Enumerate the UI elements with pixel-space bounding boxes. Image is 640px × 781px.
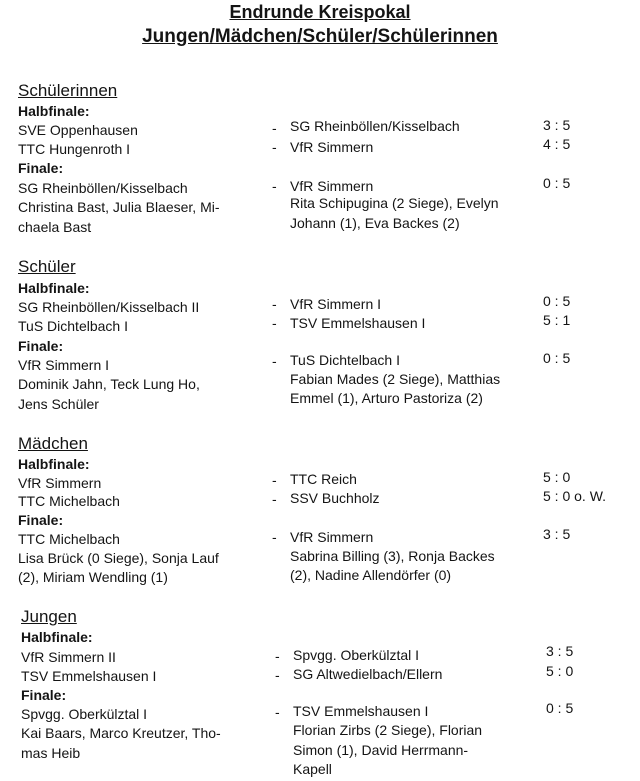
final-away-players-line-2: Emmel (1), Arturo Pastoriza (2) bbox=[290, 390, 483, 406]
semifinal-label: Halbfinale: bbox=[18, 280, 90, 296]
semifinal-1-away: SG Rheinböllen/Kisselbach bbox=[290, 118, 460, 134]
semifinal-2-home: TTC Michelbach bbox=[18, 493, 120, 509]
title-line-1: Endrunde Kreispokal bbox=[229, 2, 411, 22]
semifinal-1-home: SG Rheinböllen/Kisselbach II bbox=[18, 299, 200, 315]
section-heading: Schülerinnen bbox=[18, 81, 118, 100]
final-home-players-line-1: Kai Baars, Marco Kreutzer, Tho- bbox=[21, 725, 221, 741]
final-label: Finale: bbox=[18, 338, 64, 354]
final-home-players-line-2: (2), Miriam Wendling (1) bbox=[18, 569, 168, 585]
semifinal-1-score: 3 : 5 bbox=[546, 643, 574, 659]
match-dash: - bbox=[275, 667, 280, 683]
semifinal-1-away: TTC Reich bbox=[290, 471, 357, 487]
section-heading: Schüler bbox=[18, 257, 76, 276]
match-dash: - bbox=[275, 648, 280, 664]
match-dash: - bbox=[275, 704, 280, 720]
match-dash: - bbox=[272, 120, 277, 136]
title-line-2: Jungen/Mädchen/Schüler/Schülerinnen bbox=[142, 26, 498, 47]
final-home-players-line-2: Jens Schüler bbox=[18, 396, 99, 412]
match-dash: - bbox=[272, 472, 277, 488]
semifinal-1-away: Spvgg. Oberkülztal I bbox=[293, 647, 420, 663]
final-home-players-line-2: chaela Bast bbox=[18, 219, 92, 235]
final-away: VfR Simmern bbox=[290, 178, 374, 194]
final-away: VfR Simmern bbox=[290, 529, 374, 545]
section-heading: Jungen bbox=[21, 607, 77, 626]
semifinal-label: Halbfinale: bbox=[21, 629, 93, 645]
final-home: VfR Simmern I bbox=[18, 357, 110, 373]
final-home-players-line-2: mas Heib bbox=[21, 745, 81, 761]
match-dash: - bbox=[272, 178, 277, 194]
semifinal-1-away: VfR Simmern I bbox=[290, 296, 382, 312]
semifinal-2-home: TSV Emmelshausen I bbox=[21, 668, 157, 684]
semifinal-1-score: 0 : 5 bbox=[543, 293, 571, 309]
final-away-players-line-1: Florian Zirbs (2 Siege), Florian bbox=[293, 722, 483, 738]
final-home: Spvgg. Oberkülztal I bbox=[21, 706, 148, 722]
semifinal-2-away: SSV Buchholz bbox=[290, 490, 380, 506]
final-score: 0 : 5 bbox=[546, 700, 574, 716]
final-home-players-line-1: Lisa Brück (0 Siege), Sonja Lauf bbox=[18, 550, 219, 566]
semifinal-2-away: VfR Simmern bbox=[290, 139, 374, 155]
match-dash: - bbox=[272, 315, 277, 331]
final-label: Finale: bbox=[18, 160, 64, 176]
final-away: TuS Dichtelbach I bbox=[290, 352, 400, 368]
match-dash: - bbox=[272, 491, 277, 507]
final-score: 3 : 5 bbox=[543, 526, 571, 542]
semifinal-1-home: SVE Oppenhausen bbox=[18, 122, 138, 138]
semifinal-2-home: TuS Dichtelbach I bbox=[18, 318, 128, 334]
semifinal-2-away: TSV Emmelshausen I bbox=[290, 315, 426, 331]
match-dash: - bbox=[272, 139, 277, 155]
final-home: TTC Michelbach bbox=[18, 531, 120, 547]
match-dash: - bbox=[272, 353, 277, 369]
final-away-players-line-3: Kapell bbox=[293, 761, 332, 777]
final-label: Finale: bbox=[18, 512, 64, 528]
semifinal-2-score: 5 : 0 o. W. bbox=[543, 488, 607, 504]
semifinal-label: Halbfinale: bbox=[18, 103, 90, 119]
final-away-players-line-2: Johann (1), Eva Backes (2) bbox=[290, 215, 460, 231]
semifinal-2-home: TTC Hungenroth I bbox=[18, 141, 131, 157]
section-heading: Mädchen bbox=[18, 434, 88, 453]
semifinal-2-score: 5 : 1 bbox=[543, 312, 571, 328]
final-away-players-line-2: (2), Nadine Allendörfer (0) bbox=[290, 567, 452, 583]
match-dash: - bbox=[272, 296, 277, 312]
final-away-players-line-2: Simon (1), David Herrmann- bbox=[293, 742, 469, 758]
final-away-players-line-1: Sabrina Billing (3), Ronja Backes bbox=[290, 548, 495, 564]
semifinal-1-score: 3 : 5 bbox=[543, 117, 571, 133]
final-home-players-line-1: Dominik Jahn, Teck Lung Ho, bbox=[18, 376, 200, 392]
semifinal-1-home: VfR Simmern II bbox=[21, 649, 116, 665]
semifinal-1-home: VfR Simmern bbox=[18, 475, 102, 491]
semifinal-2-score: 4 : 5 bbox=[543, 136, 571, 152]
final-score: 0 : 5 bbox=[543, 175, 571, 191]
semifinal-2-score: 5 : 0 bbox=[546, 663, 574, 679]
match-dash: - bbox=[272, 529, 277, 545]
final-home: SG Rheinböllen/Kisselbach bbox=[18, 180, 188, 196]
semifinal-2-away: SG Altwedielbach/Ellern bbox=[293, 666, 443, 682]
final-home-players-line-1: Christina Bast, Julia Blaeser, Mi- bbox=[18, 199, 220, 215]
final-away-players-line-1: Fabian Mades (2 Siege), Matthias bbox=[290, 371, 501, 387]
final-label: Finale: bbox=[21, 687, 67, 703]
semifinal-1-score: 5 : 0 bbox=[543, 469, 571, 485]
semifinal-label: Halbfinale: bbox=[18, 456, 90, 472]
final-away-players-line-1: Rita Schipugina (2 Siege), Evelyn bbox=[290, 195, 499, 211]
final-away: TSV Emmelshausen I bbox=[293, 703, 429, 719]
final-score: 0 : 5 bbox=[543, 350, 571, 366]
